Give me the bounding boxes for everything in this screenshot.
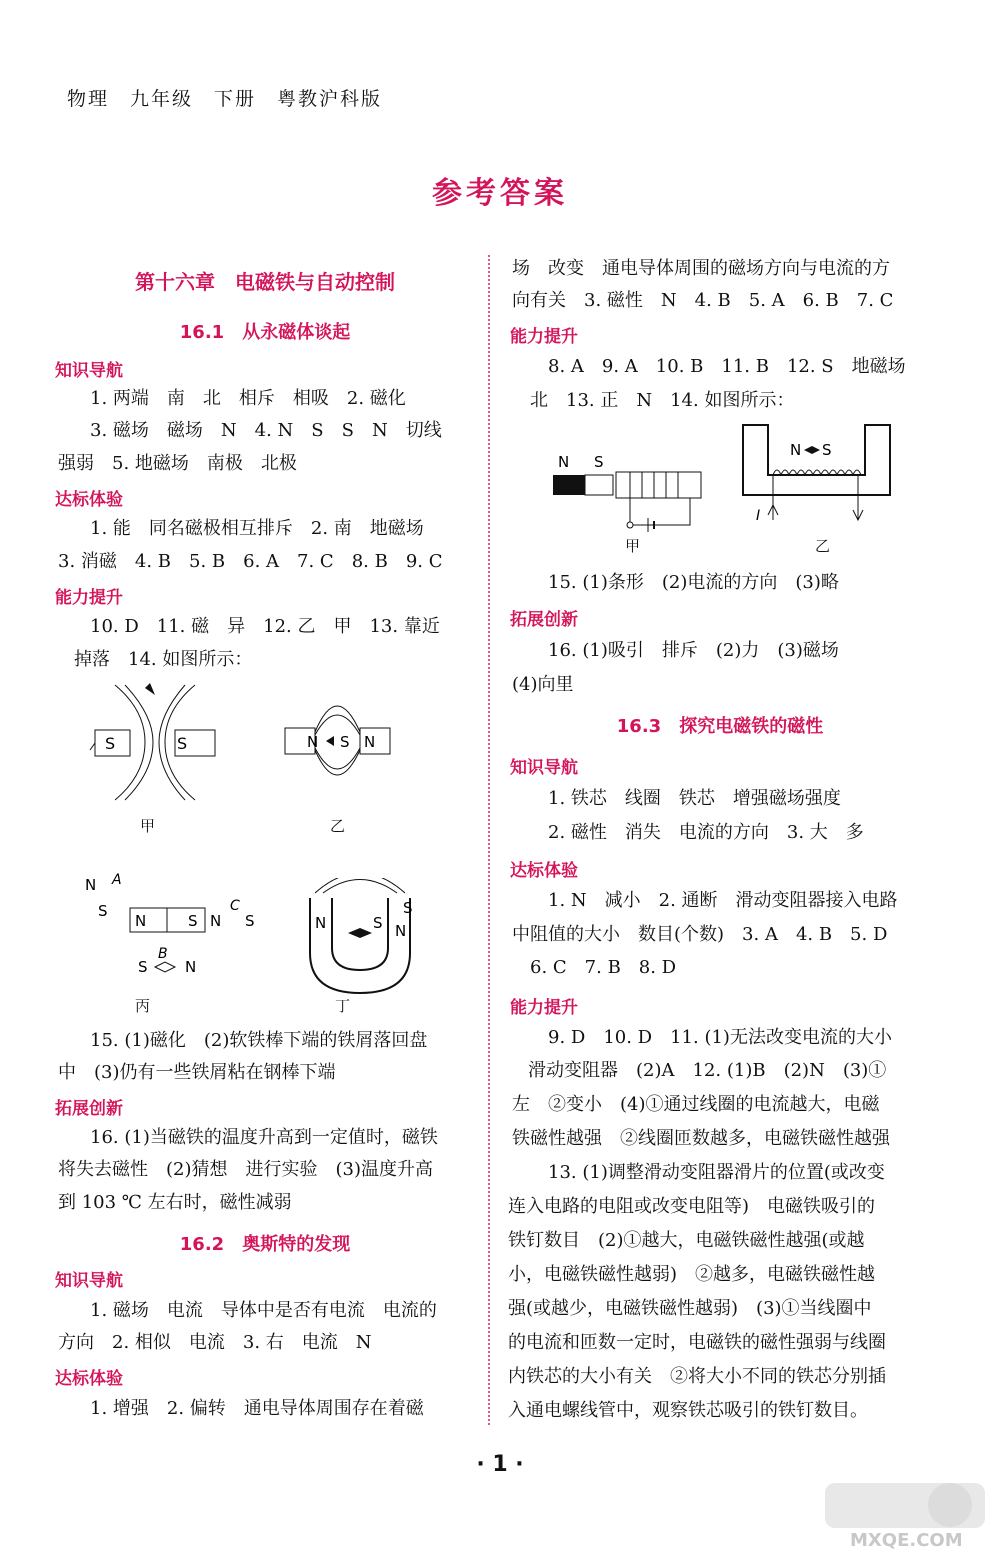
answer-line: 3. 消磁 4. B 5. B 6. A 7. C 8. B 9. C [58, 551, 443, 572]
pole-label: N [558, 453, 570, 471]
pole-label: N [315, 914, 327, 932]
answer-line: 3. 磁场 磁场 N 4. N S S N 切线 [90, 420, 442, 441]
subhead-knowledge: 知识导航 [510, 758, 578, 778]
chapter-title: 第十六章 电磁铁与自动控制 [135, 270, 395, 294]
column-divider [488, 255, 490, 1425]
subhead-extension: 拓展创新 [510, 610, 578, 630]
section-16-2-title: 16.2 奥斯特的发现 [179, 1234, 351, 1255]
answer-line: 1. 铁芯 线圈 铁芯 增强磁场强度 [548, 788, 841, 809]
answer-line: 入通电螺线管中，观察铁芯吸引的铁钉数目。 [508, 1400, 868, 1421]
figure-caption-yi: 乙 [330, 817, 346, 835]
answer-line: 9. D 10. D 11. (1)无法改变电流的大小 [548, 1027, 892, 1048]
answer-line: 连入电路的电阻或改变电阻等) 电磁铁吸引的 [508, 1196, 876, 1217]
pole-label: S [340, 733, 350, 751]
current-label: I [756, 508, 761, 524]
pole-label: S [594, 453, 604, 471]
answer-line: 滑动变阻器 (2)A 12. (1)B (2)N (3)① [528, 1060, 887, 1081]
figure-right-jia-diagram [550, 450, 710, 540]
figure-jia-diagram [85, 680, 235, 805]
pole-label: S [403, 899, 413, 917]
subhead-extension: 拓展创新 [55, 1099, 123, 1119]
subhead-knowledge: 知识导航 [55, 361, 123, 381]
answer-line: 8. A 9. A 10. B 11. B 12. S 地磁场 [548, 356, 906, 377]
book-header: 物理 九年级 下册 粤教沪科版 [67, 88, 383, 110]
answer-line: 向有关 3. 磁性 N 4. B 5. A 6. B 7. C [512, 290, 894, 311]
answer-line: 的电流和匝数一定时，电磁铁的磁性强弱与线圈 [508, 1332, 886, 1353]
answer-line: 北 13. 正 N 14. 如图所示： [530, 390, 795, 411]
answer-line: 2. 磁性 消失 电流的方向 3. 大 多 [548, 822, 864, 843]
answer-line: (4)向里 [512, 674, 574, 695]
pole-label: N [210, 912, 222, 930]
answer-line: 16. (1)当磁铁的温度升高到一定值时，磁铁 [90, 1127, 438, 1148]
point-label: B [158, 946, 168, 962]
pole-label: S [177, 734, 188, 753]
answer-line: 15. (1)条形 (2)电流的方向 (3)略 [548, 572, 839, 593]
answer-line: 铁钉数目 (2)①越大，电磁铁磁性越强(或越 [508, 1230, 865, 1251]
watermark-logo [820, 1478, 990, 1553]
answer-line: 将失去磁性 (2)猜想 进行实验 (3)温度升高 [58, 1159, 433, 1180]
answer-line: 10. D 11. 磁 异 12. 乙 甲 13. 靠近 [90, 616, 440, 637]
answer-line: 13. (1)调整滑动变阻器滑片的位置(或改变 [548, 1162, 885, 1183]
pole-label: S [138, 958, 148, 976]
pole-label: N [85, 876, 97, 894]
pole-label: S [188, 912, 198, 930]
pole-label: N [307, 733, 319, 751]
answer-line: 小，电磁铁磁性越弱) ②越多，电磁铁磁性越 [508, 1264, 876, 1285]
answer-line: 1. 能 同名磁极相互排斥 2. 南 地磁场 [90, 518, 424, 539]
figure-caption-jia: 甲 [140, 817, 156, 835]
figure-caption-ding: 丁 [335, 997, 351, 1015]
answer-line: 到 103 ℃ 左右时，磁性减弱 [58, 1192, 292, 1213]
subhead-knowledge: 知识导航 [55, 1271, 123, 1291]
figure-caption-right-yi: 乙 [815, 537, 831, 555]
pole-label: N [790, 441, 802, 459]
pole-label: S [245, 912, 255, 930]
figure-caption-right-jia: 甲 [625, 537, 641, 555]
subhead-practice: 达标体验 [55, 490, 123, 510]
figure-yi-diagram [280, 690, 400, 780]
answer-line: 内铁芯的大小有关 ②将大小不同的铁芯分别插 [508, 1366, 886, 1387]
answer-line: 6. C 7. B 8. D [530, 957, 677, 978]
answer-line: 中 (3)仍有一些铁屑粘在钢棒下端 [58, 1062, 336, 1083]
answer-line: 掉落 14. 如图所示： [74, 649, 253, 670]
page-title: 参考答案 [432, 176, 568, 211]
subhead-ability: 能力提升 [510, 327, 578, 347]
pole-label: N [135, 912, 147, 930]
answer-line: 1. 两端 南 北 相斥 相吸 2. 磁化 [90, 388, 406, 409]
answer-line: 15. (1)磁化 (2)软铁棒下端的铁屑落回盘 [90, 1030, 428, 1051]
figure-ding-diagram [285, 878, 445, 998]
section-16-1-title: 16.1 从永磁体谈起 [179, 322, 351, 343]
answer-line: 1. N 减小 2. 通断 滑动变阻器接入电路 [548, 890, 898, 911]
answer-line: 场 改变 通电导体周围的磁场方向与电流的方 [512, 258, 890, 279]
pole-label: S [105, 734, 116, 753]
figure-right-yi-diagram [740, 420, 895, 530]
subhead-practice: 达标体验 [510, 861, 578, 881]
figure-bing-diagram [80, 868, 270, 983]
answer-line: 16. (1)吸引 排斥 (2)力 (3)磁场 [548, 640, 839, 661]
pole-label: N [395, 922, 407, 940]
answer-line: 中阻值的大小 数目(个数) 3. A 4. B 5. D [512, 924, 888, 945]
answer-line: 强(或越少，电磁铁磁性越弱) (3)①当线圈中 [508, 1298, 872, 1319]
subhead-ability: 能力提升 [510, 998, 578, 1018]
pole-label: N [364, 733, 376, 751]
answer-line: 铁磁性越强 ②线圈匝数越多，电磁铁磁性越强 [512, 1128, 890, 1149]
answer-line: 1. 增强 2. 偏转 通电导体周围存在着磁 [90, 1398, 424, 1419]
point-label: A [112, 872, 122, 888]
answer-line: 强弱 5. 地磁场 南极 北极 [58, 453, 297, 474]
page-number: · 1 · [476, 1452, 524, 1477]
subhead-ability: 能力提升 [55, 588, 123, 608]
pole-label: S [822, 441, 832, 459]
point-label: C [230, 898, 240, 914]
section-16-3-title: 16.3 探究电磁铁的磁性 [616, 716, 824, 737]
pole-label: S [98, 902, 108, 920]
figure-caption-bing: 丙 [135, 997, 151, 1015]
watermark-text: MXQE.COM [850, 1530, 963, 1551]
answer-line: 方向 2. 相似 电流 3. 右 电流 N [58, 1332, 372, 1353]
answer-line: 1. 磁场 电流 导体中是否有电流 电流的 [90, 1300, 437, 1321]
pole-label: N [185, 958, 197, 976]
answer-line: 左 ②变小 (4)①通过线圈的电流越大，电磁 [512, 1094, 880, 1115]
subhead-practice: 达标体验 [55, 1369, 123, 1389]
pole-label: S [373, 914, 383, 932]
